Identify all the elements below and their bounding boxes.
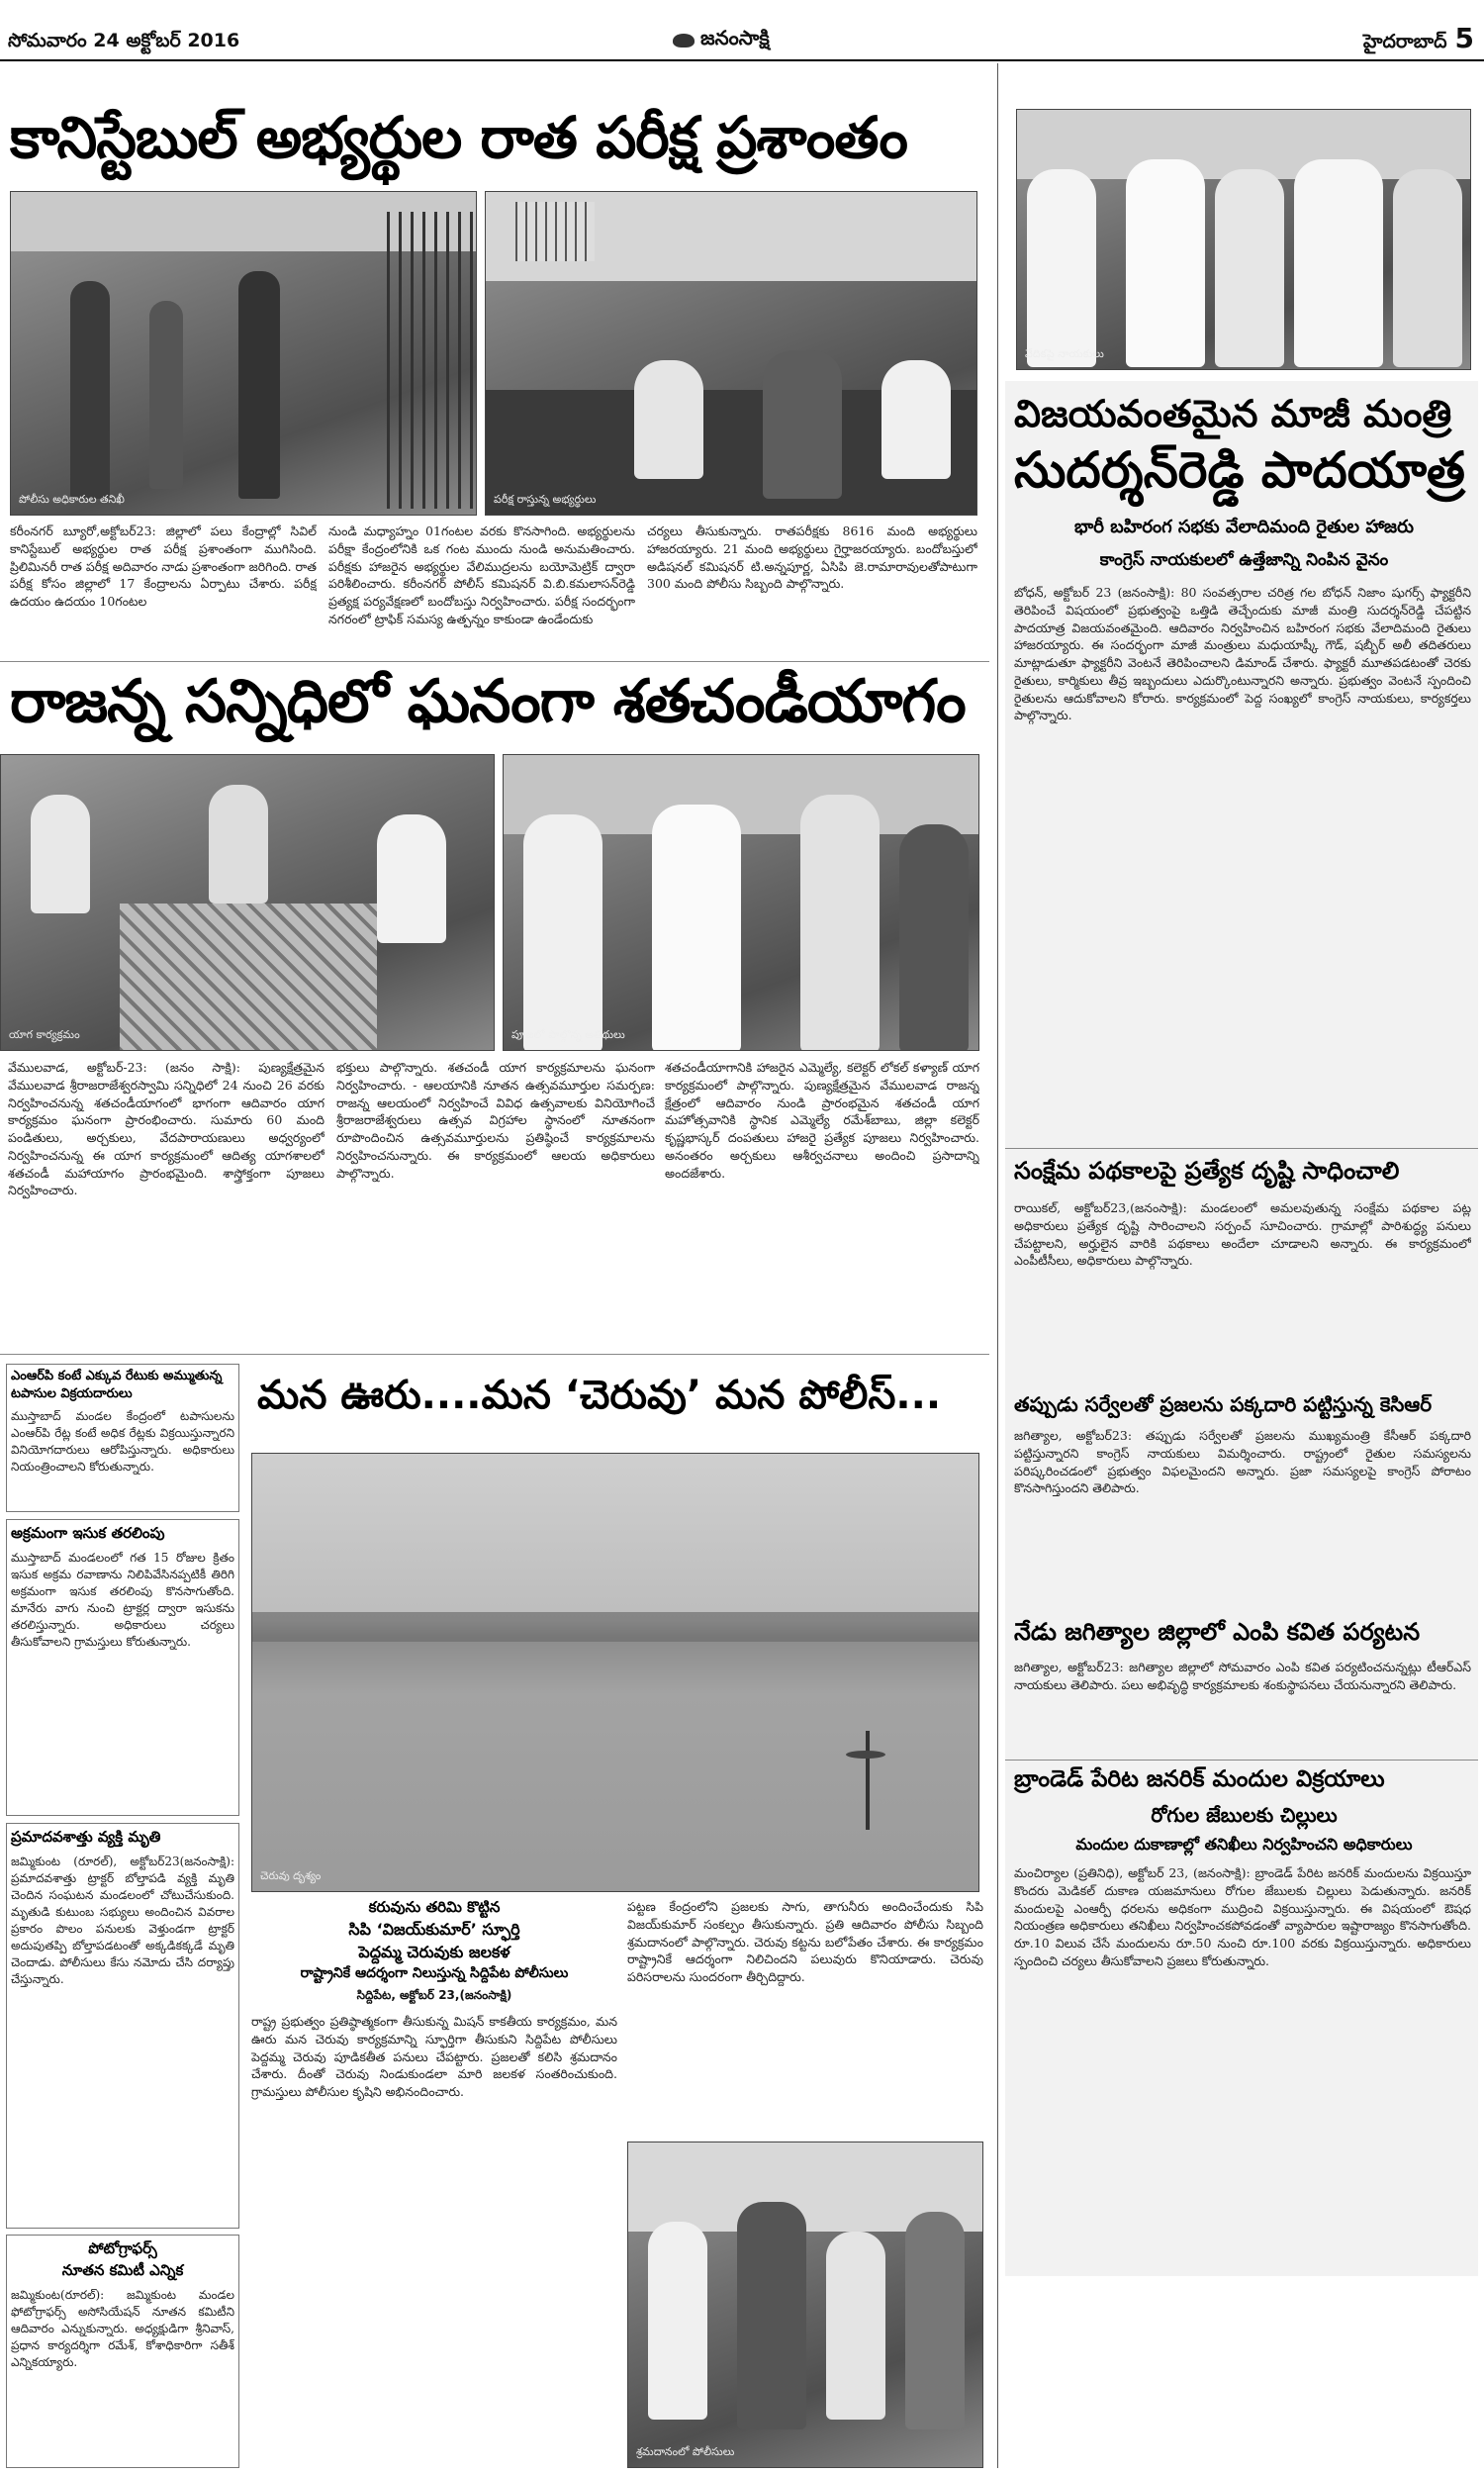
article3-body: బోధన్, అక్టోబర్ 23 (జనంసాక్షి): 80 సంవత్సరాల చరిత్ర గల బోధన్ నిజాం షుగర్స్ ఫ్యాక్టరీని తెరిపించే విషయంలో ప్రభుత్వంపై ఒత్తిడి తెచ్చేందుకు మాజీ మంత్రి సుదర్శన్‌రెడ్డి చేపట్టిన పాదయాత్ర విజయవంతమైంది. ఆదివారం నిర్వహించిన బహిరంగ సభకు వేలాదిమంది రైతులు హాజరయ్యారు. ఈ సందర్భంగా మాజీ మంత్రులు మధుయాష్కీ గౌడ్, షబ్బీర్ అలీ తదితరులు మాట్లాడుతూ ఫ్యాక్టరీని వెంటనే తెరిపించాలని డిమాండ్ చేశారు. ఫ్యాక్టరీ మూతపడటంతో చెరకు రైతులు, కార్మికులు తీవ్ర ఇబ్బందులు ఎదుర్కొంటున్నారని అన్నారు. ప్రభుత్వం వెంటనే స్పందించి రైతులను ఆదుకోవాలని కోరారు. కార్యక్రమంలో పెద్ద సంఖ్యలో కాంగ్రెస్ నాయకులు, కార్యకర్తలు పాల్గొన్నారు. bbox=[1014, 585, 1471, 723]
article11-headline-line-1: పోటోగ్రాఫర్స్ bbox=[88, 2239, 157, 2257]
article4-headline: సంక్షేమ పథకాలపై ప్రత్యేక దృష్టి సాధించాలి bbox=[1014, 1157, 1400, 1185]
article1-col-3: చర్యలు తీసుకున్నారు. రాతపరీక్షకు 8616 మంది అభ్యర్థులు హాజరయ్యారు. 21 మంది అభ్యర్థులు గైర్హాజరయ్యారు. బందోబస్తులో అడిషనల్ కమిషనర్ టి.అన్నపూర్ణ, ఏసిపి జె.రామారావులతోపాటుగా 300 మంది పోలీసు సిబ్బంది పాల్గొన్నారు. bbox=[647, 524, 977, 592]
article2-col-3: శతచండీయాగానికి హాజరైన ఎమ్మెల్యే, కలెక్టర్ లోకల్ కళ్యాణ్ యాగ కార్యక్రమంలో పాల్గొన్నారు. పుణ్యక్షేత్రమైన వేములవాడ రాజన్న క్షేత్రంలో ఆదివారం నుండి ప్రారంభమైన శతచండీ యాగ మహోత్సవానికి స్థానిక ఎమ్మెల్యే రమేశ్‌బాబు, జిల్లా కలెక్టర్ కృష్ణభాస్కర్ దంపతులు హాజరై ప్రత్యేక పూజలు నిర్వహించారు. అనంతరం అర్చకులు ఆశీర్వచనాలు అందించి ప్రసాదాన్ని అందజేశారు. bbox=[665, 1060, 979, 1181]
article2-headline: రాజన్న సన్నిధిలో ఘనంగా శతచండీయాగం bbox=[10, 667, 966, 736]
masthead bbox=[0, 0, 1484, 59]
side-photo-label: వేదికపై నాయకులు bbox=[1025, 347, 1104, 360]
article2-photo-1 bbox=[0, 754, 495, 1051]
masthead-logo bbox=[673, 26, 770, 54]
article1-photo-2 bbox=[485, 191, 977, 516]
article4-body: రాయికల్, అక్టోబర్23,(జనంసాక్షి): మండలంలో అమలవుతున్న సంక్షేమ పథకాల పట్ల అధికారులు ప్రత్యేక దృష్టి సారించాలని సర్పంచ్ సూచించారు. గ్రామాల్లో పారిశుద్ధ్య పనులు చేపట్టాలని, అర్హులైన వారికి పథకాలు అందేలా చూడాలని అన్నారు. ఈ కార్యక్రమంలో ఎంపీటీసీలు, అధికారులు పాల్గొన్నారు. bbox=[1014, 1200, 1471, 1269]
article9-body: ముస్తాబాద్ మండలంలో గత 15 రోజుల క్రితం ఇసుక అక్రమ రవాణాను నిలిపివేసినప్పటికీ తిరిగి అక్రమంగా ఇసుక తరలింపు కొనసాగుతోంది. మానేరు వాగు నుంచి ట్రాక్టర్ల ద్వారా ఇసుకను తరలిస్తున్నారు. అధికారులు చర్యలు తీసుకోవాలని గ్రామస్తులు కోరుతున్నారు. bbox=[11, 1551, 234, 1650]
article8-box bbox=[6, 1364, 239, 1512]
article2-photo-1-label: యాగ కార్యక్రమం bbox=[9, 1028, 80, 1041]
article1-photo-2-label: పరీక్ష రాస్తున్న అభ్యర్థులు bbox=[494, 493, 597, 506]
article11-headline-line-2: నూతన కమిటీ ఎన్నిక bbox=[61, 2261, 184, 2279]
article7-subhead-2: మందుల దుకాణాల్లో తనిఖీలు నిర్వహించని అధికారులు bbox=[1075, 1835, 1413, 1854]
article6-headline: నేడు జగిత్యాల జిల్లాలో ఎంపి కవిత పర్యటన bbox=[1014, 1618, 1421, 1646]
article1-col-2: నుండి మధ్యాహ్నం 01గంటల వరకు కొనసాగింది. అభ్యర్థులను పరీక్షా కేంద్రంలోనికి ఒక గంట ముందు నుండి అనుమతించారు. పరీక్షకు హాజరైన అభ్యర్థుల వేలిముద్రలను బయోమెట్రిక్ ద్వారా పరిశీలించారు. కరీంనగర్ పోలీస్ కమిషనర్ వి.బి.కమలాసన్‌రెడ్డి ప్రత్యక్ష పర్యవేక్షణలో బందోబస్తు నిర్వహించారు. పరీక్ష సందర్భంగా నగరంలో ట్రాఫిక్ సమస్య ఉత్పన్నం కాకుండా ఉండేందుకు bbox=[328, 524, 635, 626]
page-number: 5 bbox=[1454, 22, 1474, 54]
article10-box bbox=[6, 1823, 239, 2229]
article12-lake-photo bbox=[251, 1453, 979, 1892]
article1-photo-1-label: పోలీసు అధికారుల తనిఖీ bbox=[19, 493, 125, 506]
article7-subhead-1: రోగుల జేబులకు చిల్లులు bbox=[1151, 1803, 1338, 1827]
masthead-city: హైదరాబాద్ bbox=[1362, 31, 1447, 52]
article12-col-2: పట్టణ కేంద్రంలోని ప్రజలకు సాగు, తాగునీరు అందించేందుకు సిపి విజయ్‌కుమార్ సంకల్పం తీసుకున్నారు. ప్రతి ఆదివారం పోలీసు సిబ్బంది శ్రమదానంలో పాల్గొన్నారు. చెరువు కట్టను బలోపేతం చేశారు. ఈ కార్యక్రమం రాష్ట్రానికే ఆదర్శంగా నిలిచిందని పలువురు కొనియాడారు. చెరువు పరిసరాలను సుందరంగా తీర్చిదిద్దారు. bbox=[627, 1899, 983, 1984]
article9-headline: అక్రమంగా ఇసుక తరలింపు bbox=[11, 1524, 165, 1542]
article12-dateline: సిద్దిపేట, అక్టోబర్ 23,(జనంసాక్షి) bbox=[356, 1988, 512, 2002]
column-divider bbox=[997, 63, 998, 2468]
article12-photo bbox=[627, 2142, 983, 2468]
article12-caption-block bbox=[251, 1898, 617, 2007]
article5-body: జగిత్యాల, అక్టోబర్23: తప్పుడు సర్వేలతో ప్రజలను ముఖ్యమంత్రి కేసీఆర్ పక్కదారి పట్టిస్తున్నారని కాంగ్రెస్ నాయకులు విమర్శించారు. రాష్ట్రంలో రైతుల సమస్యలను పరిష్కరించడంలో ప్రభుత్వం విఫలమైందని అన్నారు. ప్రజా సమస్యలపై కాంగ్రెస్ పోరాటం కొనసాగిస్తుందని తెలిపారు. bbox=[1014, 1428, 1471, 1496]
article3-subhead-1: భారీ బహిరంగ సభకు వేలాదిమంది రైతుల హాజరు bbox=[1073, 517, 1414, 537]
article1-col-1: కరీంనగర్ బ్యూరో,అక్టోబర్23: జిల్లాలో పలు కేంద్రాల్లో సివిల్ కానిస్టేబుల్ అభ్యర్థుల రాత పరీక్ష ప్రశాంతంగా ముగిసింది. ప్రిలిమినరీ రాత పరీక్ష అదివారం నాడు ప్రశాంతంగా జరిగింది. రాత పరీక్ష కోసం జిల్లాలో 17 కేంద్రాలను ఏర్పాటు చేశారు. పరీక్ష ఉదయం ఉదయం 10గంటల bbox=[10, 524, 317, 609]
article2-photo-2-label: పూజలో పాల్గొన్న అతిథులు bbox=[511, 1028, 625, 1041]
article8-body: ముస్తాబాద్ మండల కేంద్రంలో టపాసులను ఎంఆర్‌పి రేట్ల కంటే అధిక రేట్లకు విక్రయిస్తున్నారని వినియోగదారులు ఆరోపిస్తున్నారు. అధికారులు నియంత్రించాలని కోరుతున్నారు. bbox=[11, 1409, 234, 1475]
divider bbox=[1005, 1760, 1478, 1761]
article9-box bbox=[6, 1519, 239, 1816]
side-photo bbox=[1016, 109, 1471, 370]
article12-photo-label: శ్రమదానంలో పోలీసులు bbox=[636, 2445, 735, 2458]
article12-col-1: రాష్ట్ర ప్రభుత్వం ప్రతిష్ఠాత్మకంగా తీసుకున్న మిషన్ కాకతీయ కార్యక్రమం, మన ఊరు మన చెరువు కార్యక్రమాన్ని స్ఫూర్తిగా తీసుకుని సిద్దిపేట పోలీసులు పెద్దమ్మ చెరువు పూడికతీత పనులు చేపట్టారు. ప్రజలతో కలిసి శ్రమదానం చేశారు. దీంతో చెరువు నిండుకుండలా మారి జలకళ సంతరించుకుంది. గ్రామస్తులు పోలీసుల కృషిని అభినందించారు. bbox=[251, 2014, 617, 2099]
article5-headline: తప్పుడు సర్వేలతో ప్రజలను పక్కదారి పట్టిస్తున్న కెసిఆర్ bbox=[1014, 1392, 1433, 1416]
article7-headline: బ్రాండెడ్ పేరిట జనరిక్ మందుల విక్రయాలు bbox=[1014, 1766, 1385, 1792]
article10-headline: ప్రమాదవశాత్తు వ్యక్తి మృతి bbox=[11, 1828, 161, 1846]
article12-headline: మన ఊరు....మన ‘చెరువు’ మన పోలీస్... bbox=[257, 1373, 942, 1418]
masthead-city-page bbox=[1363, 22, 1474, 57]
article2-col-1: వేములవాడ, అక్టోబర్-23: (జనం సాక్షి): పుణ్యక్షేత్రమైన వేములవాడ శ్రీరాజరాజేశ్వరస్వామి సన్నిధిలో 24 నుంచి 26 వరకు నిర్వహించనున్న శతచండీయాగంలో భాగంగా ఆదివారం యాగ కార్యక్రమం ఘనంగా ప్రారంభించారు. సుమారు 60 మంది పండితులు, అర్చకులు, వేదపారాయణులు అధ్వర్యంలో నిర్వహించనున్న ఈ యాగ కార్యక్రమంలో ఆదిత్య యాగశాలలో శతచండీ మహాయాగం ప్రారంభమైంది. శాస్త్రోక్తంగా పూజలు నిర్వహించారు. bbox=[8, 1060, 325, 1198]
logo-text: జనంసాక్షి bbox=[700, 26, 770, 49]
masthead-rule bbox=[0, 59, 1484, 61]
article10-body: జమ్మికుంట (రూరల్), అక్టోబర్23(జనంసాక్షి): ప్రమాదవశాత్తు ట్రాక్టర్ బోల్తాపడి వ్యక్తి మృతి చెందిన సంఘటన మండలంలో చోటుచేసుకుంది. మృతుడి కుటుంబ సభ్యులు అందించిన వివరాల ప్రకారం పొలం పనులకు వెళ్తుండగా ట్రాక్టర్ అదుపుతప్పి బోల్తాపడటంతో అక్కడికక్కడే మృతి చెందాడు. పోలీసులు కేసు నమోదు చేసి దర్యాప్తు చేస్తున్నారు. bbox=[11, 1855, 234, 1987]
article12-caption-line-1: కరువును తరిమి కొట్టిన bbox=[368, 1898, 501, 1916]
article3-subhead-2: కాంగ్రెస్ నాయకులలో ఉత్తేజాన్ని నింపిన వైనం bbox=[1099, 550, 1389, 570]
article8-headline: ఎంఆర్‌పి కంటే ఎక్కువ రేటుకు అమ్ముతున్న టపాసుల విక్రయదారులు bbox=[11, 1369, 223, 1401]
article12-lake-photo-label: చెరువు దృశ్యం bbox=[260, 1869, 322, 1882]
masthead-date: సోమవారం 24 అక్టోబర్ 2016 bbox=[8, 30, 240, 51]
article12-caption-line-4: రాష్ట్రానికే ఆదర్శంగా నిలుస్తున్న సిద్దిపేట పోలీసులు bbox=[300, 1965, 569, 1981]
article2-photo-2 bbox=[503, 754, 979, 1051]
article3-headline-line-1: విజయవంతమైన మాజీ మంత్రి bbox=[1014, 392, 1452, 435]
divider bbox=[0, 1354, 989, 1355]
article12-caption-line-2: సిపి ‘విజయ్‌కుమార్’ స్ఫూర్తి bbox=[348, 1920, 520, 1939]
article11-body: జమ్మికుంట(రూరల్): జమ్మికుంట మండల ఫోటోగ్రాఫర్స్ అసోసియేషన్ నూతన కమిటీని ఆదివారం ఎన్నుకున్నారు. అధ్యక్షుడిగా శ్రీనివాస్, ప్రధాన కార్యదర్శిగా రమేశ్, కోశాధికారిగా సతీశ్ ఎన్నికయ్యారు. bbox=[11, 2288, 234, 2370]
article1-photo-1 bbox=[10, 191, 477, 516]
article11-box bbox=[6, 2235, 239, 2468]
article6-body: జగిత్యాల, అక్టోబర్23: జగిత్యాల జిల్లాలో సోమవారం ఎంపి కవిత పర్యటించనున్నట్లు టీఆర్ఎస్ నాయకులు తెలిపారు. పలు అభివృద్ధి కార్యక్రమాలకు శంకుస్థాపనలు చేయనున్నారని తెలిపారు. bbox=[1014, 1660, 1471, 1692]
article2-col-2: భక్తులు పాల్గొన్నారు. శతచండీ యాగ కార్యక్రమాలను ఘనంగా నిర్వహించారు. - ఆలయానికి నూతన ఉత్సవమూర్తుల సమర్పణ: రాజన్న ఆలయంలో నిర్వహించే వివిధ ఉత్సవాలకు వినియోగించే శ్రీరాజరాజేశ్వరులు ఉత్సవ విగ్రహాల స్థానంలో నూతనంగా రూపొందించిన ఉత్సవమూర్తులను ప్రతిష్ఠించే కార్యక్రమాలను నిర్వహించనున్నారు. ఈ కార్యక్రమంలో ఆలయ అధికారులు పాల్గొన్నారు. bbox=[336, 1060, 655, 1181]
article1-headline: కానిస్టేబుల్ అభ్యర్థుల రాత పరీక్ష ప్రశాంతం bbox=[10, 104, 907, 171]
divider bbox=[0, 661, 989, 662]
article3-headline-line-2: సుదర్శన్‌రెడ్డి పాదయాత్ర bbox=[1014, 441, 1465, 499]
article12-caption-line-3: పెద్దమ్మ చెరువుకు జలకళ bbox=[358, 1943, 510, 1961]
logo-emblem-icon bbox=[673, 34, 695, 48]
article7-body: మంచిర్యాల (ప్రతినిధి), అక్టోబర్ 23, (జనంసాక్షి): బ్రాండెడ్ పేరిట జనరిక్ మందులను విక్రయిస్తూ కొందరు మెడికల్ దుకాణ యజమానులు రోగుల జేబులకు చిల్లులు పెడుతున్నారు. జనరిక్ మందులపై ఎంఆర్పీ ధరలను అధికంగా ముద్రించి విక్రయిస్తున్నారు. ఈ విషయంలో ఔషధ నియంత్రణ అధికారులు తనిఖీలు నిర్వహించకపోవడంతో వ్యాపారుల ఇష్టారాజ్యం కొనసాగుతోంది. రూ.10 విలువ చేసే మందులను రూ.50 నుంచి రూ.100 వరకు విక్రయిస్తున్నారు. అధికారులు స్పందించి చర్యలు తీసుకోవాలని ప్రజలు కోరుతున్నారు. bbox=[1014, 1865, 1471, 1968]
divider bbox=[1005, 1148, 1478, 1149]
